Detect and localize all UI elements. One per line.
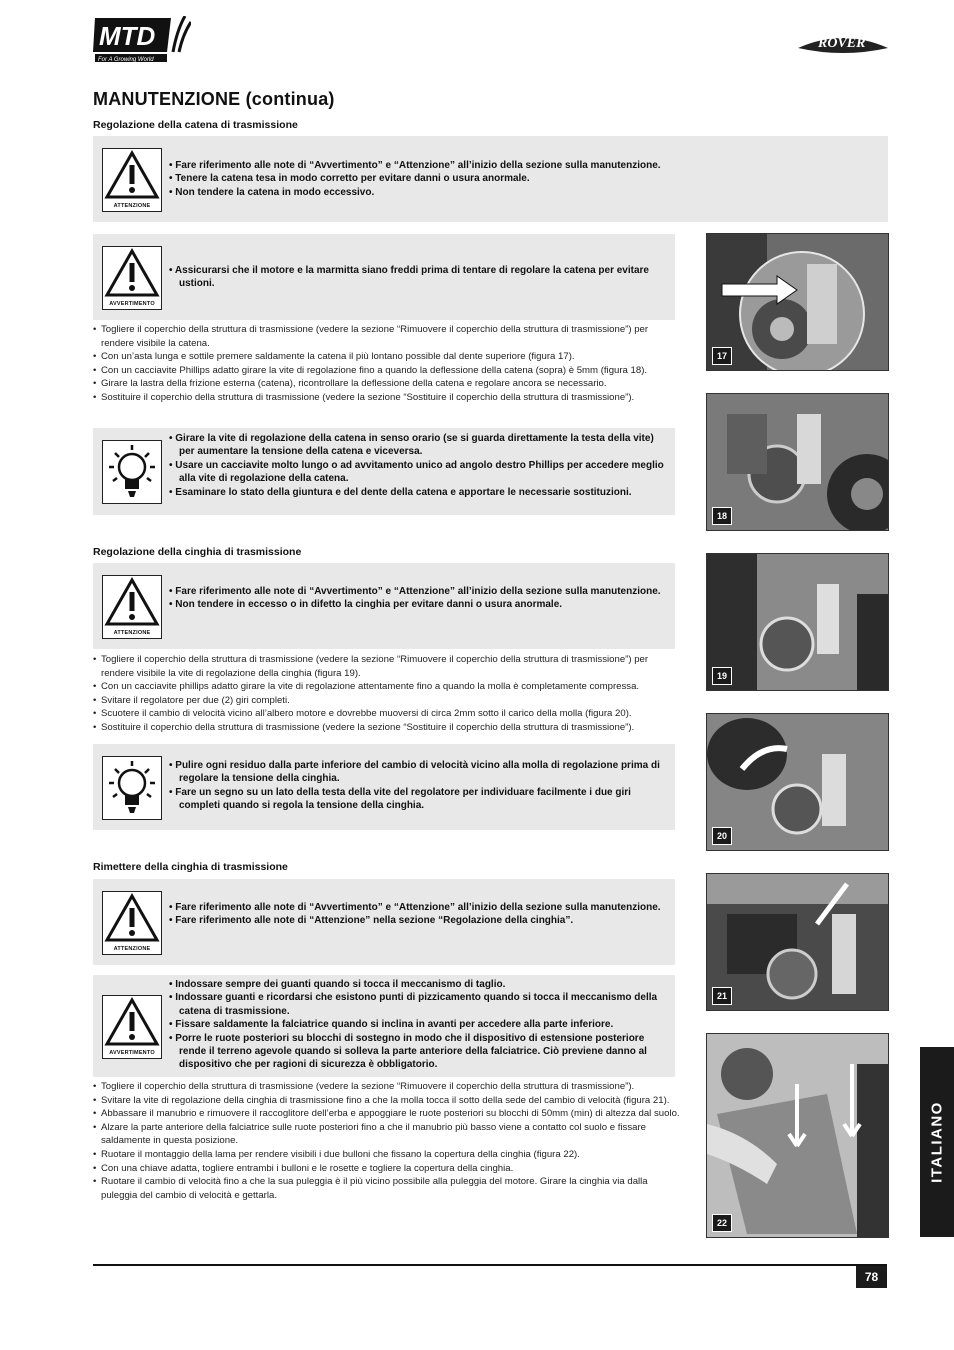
- list-item: • Indossare guanti e ricordarsi che esistono punti di pizzicamento quando si tocca il meccanismo della catena di trasmissione.: [169, 991, 667, 1018]
- figure-number: 21: [712, 987, 732, 1005]
- warning-sign: [102, 246, 162, 310]
- section2-caution-list: [169, 585, 667, 612]
- list-item: • Girare la vite di regolazione della catena in senso orario (se si guarda direttamente la testa della vite) per aumentare la tensione della catena e viceversa.: [169, 432, 667, 459]
- figure-number: 22: [712, 1214, 732, 1232]
- list-item: • Fare riferimento alle note di “Avvertimento” e “Attenzione” all’inizio della sezione sulla manutenzione.: [169, 901, 667, 914]
- mtd-tagline: For A Growing World: [98, 57, 154, 62]
- lightbulb-icon: [103, 757, 161, 819]
- section1-warning-box: [93, 234, 675, 320]
- tip-sign: [102, 440, 162, 504]
- list-item: • Pulire ogni residuo dalla parte inferiore del cambio di velocità vicino alla molla di regolazione prima di regolare la tensione della cinghia.: [169, 759, 667, 786]
- step-item: • Togliere il coperchio della struttura di trasmissione (vedere la sezione “Rimuovere il coperchio della struttura di trasmissione”).: [93, 1080, 681, 1094]
- figure-18-photo: [706, 393, 889, 531]
- step-item: • Abbassare il manubrio e rimuovere il raccoglitore dell’erba e appoggiare le ruote posteriori su blocchi di 50mm (min) di altezza dal suolo.: [93, 1107, 681, 1121]
- figure-number: 18: [712, 507, 732, 525]
- list-item: • Porre le ruote posteriori su blocchi di sostegno in modo che il dispositivo di estensione posteriore rende il terreno agevole quando si solleva la parte anteriore della falciatrice. Ciò previene danno al dispositivo che per ragioni di sicurezza è obbligatorio.: [169, 1032, 667, 1072]
- list-item: • Usare un cacciavite molto lungo o ad avvitamento unico ad angolo destro Phillips per accedere meglio alla vite di regolazione della catena.: [169, 459, 667, 486]
- step-item: • Svitare il regolatore per due (2) giri completi.: [93, 694, 681, 708]
- section3-warning-list: [169, 978, 667, 1072]
- step-item: • Sostituire il coperchio della struttura di trasmissione (vedere la sezione “Sostituire il coperchio della struttura di trasmissione”).: [93, 721, 681, 735]
- page-title-main: MANUTENZIONE: [93, 89, 241, 109]
- rover-logo: [796, 26, 890, 60]
- mtd-logo-text: MTD: [99, 21, 156, 51]
- figure-22-photo: [706, 1033, 889, 1238]
- figure-number: 19: [712, 667, 732, 685]
- warning-sign-label: AVVERTIMENTO: [109, 301, 155, 307]
- page-title: [93, 89, 335, 110]
- footer-rule: [93, 1264, 887, 1266]
- section1-steps: [93, 323, 681, 405]
- step-item: • Scuotere il cambio di velocità vicino all’albero motore e dovrebbe muoversi di circa 2mm sotto il carico della molla (figura 20).: [93, 707, 681, 721]
- list-item: • Non tendere la catena in modo eccessivo.: [169, 186, 880, 199]
- language-tab: [920, 1047, 954, 1237]
- step-item: • Con un cacciavite phillips adatto girare la vite di regolazione attentamente fino a quando la molla è completamente compressa.: [93, 680, 681, 694]
- warning-triangle-icon: [103, 149, 161, 201]
- list-item: • Assicurarsi che il motore e la marmitta siano freddi prima di tentare di regolare la catena per evitare ustioni.: [169, 264, 667, 291]
- list-item: • Fare riferimento alle note di “Avvertimento” e “Attenzione” all’inizio della sezione sulla manutenzione.: [169, 159, 880, 172]
- list-item: • Fissare saldamente la falciatrice quando si inclina in avanti per accedere alla parte inferiore.: [169, 1018, 667, 1031]
- warning-triangle-icon: [103, 247, 161, 299]
- section3-heading: Rimettere della cinghia di trasmissione: [93, 861, 288, 873]
- figure-19-photo: [706, 553, 889, 691]
- list-item: • Tenere la catena tesa in modo corretto per evitare danni o usura anormale.: [169, 172, 880, 185]
- warning-triangle-icon: [103, 996, 161, 1048]
- mtd-logo: [93, 16, 191, 64]
- section1-heading: Regolazione della catena di trasmissione: [93, 119, 298, 131]
- warning-sign: [102, 995, 162, 1059]
- step-item: • Togliere il coperchio della struttura di trasmissione (vedere la sezione “Rimuovere il coperchio della struttura di trasmissione”) per rendere visibile la vite di regolazione della cinghia (figura 19).: [93, 653, 681, 680]
- step-item: • Svitare la vite di regolazione della cinghia di trasmissione fino a che la molla tocca il sotto della sede del cambio di velocità (figura 21).: [93, 1094, 681, 1108]
- figure-21-photo: [706, 873, 889, 1011]
- list-item: • Non tendere in eccesso o in difetto la cinghia per evitare danni o usura anormale.: [169, 598, 667, 611]
- section1-tip-list: [169, 432, 667, 499]
- list-item: • Fare riferimento alle note di “Attenzione” nella sezione “Regolazione della cinghia”.: [169, 914, 667, 927]
- language-tab-label: ITALIANO: [928, 1101, 946, 1183]
- step-item: • Togliere il coperchio della struttura di trasmissione (vedere la sezione “Rimuovere il coperchio della struttura di trasmissione”) per rendere visibile la catena.: [93, 323, 681, 350]
- list-item: • Fare riferimento alle note di “Avvertimento” e “Attenzione” all’inizio della sezione sulla manutenzione.: [169, 585, 667, 598]
- tip-sign: [102, 756, 162, 820]
- lightbulb-icon: [103, 441, 161, 503]
- section2-heading: Regolazione della cinghia di trasmissione: [93, 546, 302, 558]
- warning-triangle-icon: [103, 892, 161, 944]
- step-item: • Sostituire il coperchio della struttura di trasmissione (vedere la sezione “Sostituire il coperchio della struttura di trasmissione”).: [93, 391, 681, 405]
- caution-sign: [102, 575, 162, 639]
- rover-logo-text: ROVER: [818, 36, 866, 51]
- section1-caution-box: [93, 136, 888, 222]
- step-item: • Ruotare il montaggio della lama per rendere visibili i due bulloni che fissano la copertura della cinghia (figura 22).: [93, 1148, 681, 1162]
- step-item: • Alzare la parte anteriore della falciatrice sulle ruote posteriori fino a che il manubrio più basso viene a contatto col suolo e fissare saldamente in questa posizione.: [93, 1121, 681, 1148]
- section2-caution-box: [93, 563, 675, 649]
- figure-number: 17: [712, 347, 732, 365]
- section1-caution-list: [169, 159, 880, 199]
- page-title-suffix: (continua): [245, 89, 335, 109]
- warning-triangle-icon: [103, 576, 161, 628]
- list-item: • Fare un segno su un lato della testa della vite del regolatore per individuare facilmente i due giri completi quando si regola la tensione della cinghia.: [169, 786, 667, 813]
- step-item: • Ruotare il cambio di velocità fino a che la sua puleggia è il più vicino possibile alla puleggia del motore. Girare la cinghia via dalla puleggia del cambio di velocità e gettarla.: [93, 1175, 681, 1202]
- section3-steps: [93, 1080, 681, 1202]
- section2-tip-list: [169, 759, 667, 813]
- figure-17-photo: [706, 233, 889, 371]
- section1-tip-box: [93, 428, 675, 515]
- figure-20-photo: [706, 713, 889, 851]
- section2-steps: [93, 653, 681, 735]
- section3-caution-list: [169, 901, 667, 928]
- warning-sign-label: AVVERTIMENTO: [109, 1050, 155, 1056]
- section3-caution-box: [93, 879, 675, 965]
- step-item: • Girare la lastra della frizione esterna (catena), ricontrollare la deflessione della catena e regolare ancora se necessario.: [93, 377, 681, 391]
- step-item: • Con un’asta lunga e sottile premere saldamente la catena il più lontano possible dal dente superiore (figura 17).: [93, 350, 681, 364]
- figure-number: 20: [712, 827, 732, 845]
- caution-sign: [102, 148, 162, 212]
- list-item: • Esaminare lo stato della giuntura e del dente della catena e apportare le necessarie sostituzioni.: [169, 486, 667, 499]
- section3-warning-box: [93, 975, 675, 1077]
- caution-sign-label: ATTENZIONE: [113, 946, 151, 952]
- step-item: • Con un cacciavite Phillips adatto girare la vite di regolazione fino a quando la deflessione della catena (sopra) è 5mm (figura 18).: [93, 364, 681, 378]
- section2-tip-box: [93, 744, 675, 830]
- section1-warning-list: [169, 264, 667, 291]
- page-number: 78: [856, 1266, 887, 1288]
- caution-sign-label: ATTENZIONE: [113, 203, 151, 209]
- caution-sign-label: ATTENZIONE: [113, 630, 151, 636]
- step-item: • Con una chiave adatta, togliere entrambi i bulloni e le rosette e togliere la copertura della cinghia.: [93, 1162, 681, 1176]
- caution-sign: [102, 891, 162, 955]
- list-item: • Indossare sempre dei guanti quando si tocca il meccanismo di taglio.: [169, 978, 667, 991]
